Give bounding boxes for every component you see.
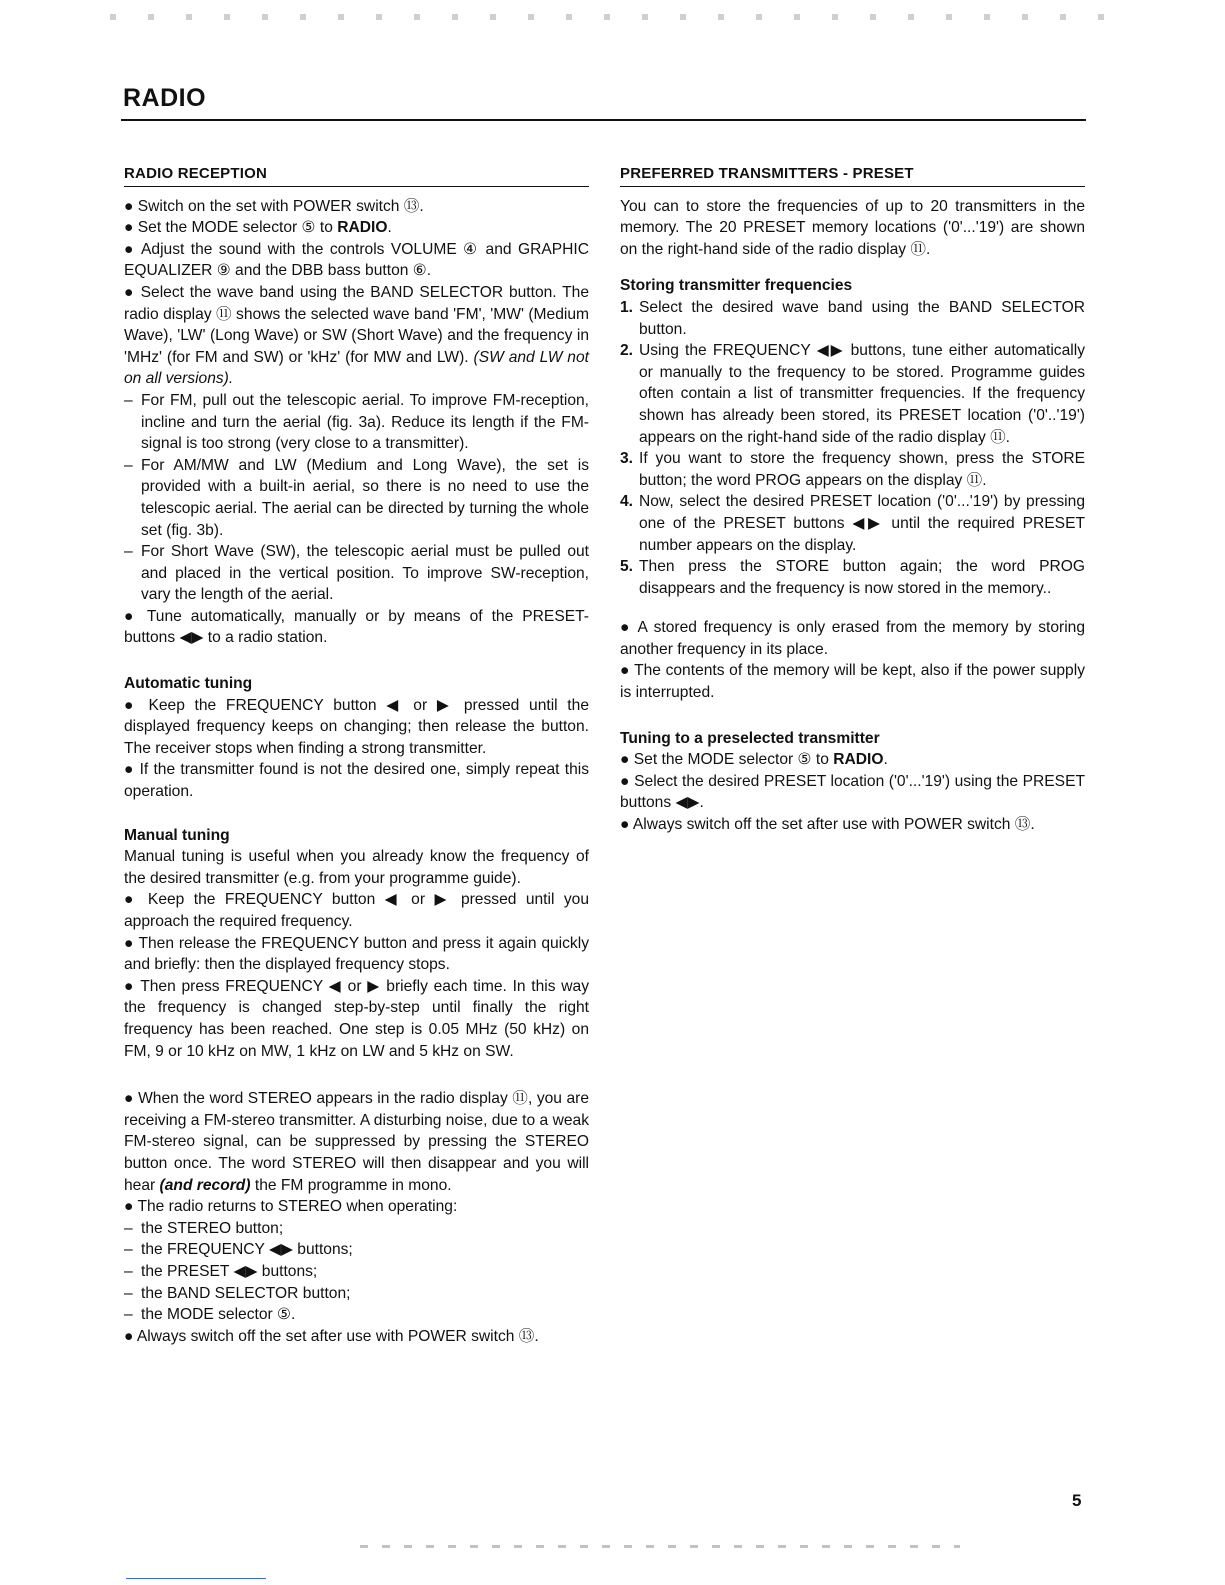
step-text: Now, select the desired PRESET location ('0'...'19') by pressing one of the PRESET buttons ◀▶ until the required PRESET number appears on the display.: [639, 493, 1085, 554]
dash-mark: –: [124, 391, 133, 409]
stereo-text-end: the FM programme in mono.: [250, 1176, 452, 1194]
title-rule: [121, 119, 1086, 121]
scan-noise-bottom: [360, 1545, 960, 1548]
dash-text: the STEREO button;: [141, 1219, 284, 1237]
bullet-sound: ● Adjust the sound with the controls VOLUME ④ and GRAPHIC EQUALIZER ⑨ and the DBB bass button ⑥.: [124, 240, 589, 280]
auto-bullet-1: ● Keep the FREQUENCY button ◀ or ▶ pressed until the displayed frequency keeps on changing; then release the button. The receiver stops when finding a strong transmitter.: [124, 696, 589, 757]
manual-bullet-3: ● Then press FREQUENCY ◀ or ▶ briefly each time. In this way the frequency is changed step-by-step until finally the right frequency has been reached. One step is 0.05 MHz (50 kHz) on FM, 9 or 10 kHz on MW, 1 kHz on LW and 5 kHz on SW.: [124, 977, 589, 1060]
dash-text: the PRESET ◀▶ buttons;: [141, 1262, 318, 1280]
step-number: 2.: [620, 342, 634, 360]
stereo-dash-5: [124, 1304, 589, 1326]
bullet-mode-end: .: [387, 219, 392, 237]
bullet-mode-text: ● Set the MODE selector ⑤ to: [124, 219, 338, 237]
preselected-bullet-1: [620, 749, 1085, 771]
bullet-waveband-note: (SW and LW not on all versions).: [124, 348, 589, 388]
step-text: If you want to store the frequency shown, press the STORE button; the word PROG appears on the display ⑪.: [639, 450, 1085, 489]
step-number: 4.: [620, 493, 634, 511]
preselected-end: .: [883, 751, 888, 769]
bullet-mode: [124, 217, 589, 239]
preselected-bold: RADIO: [833, 751, 884, 769]
manual-tuning-heading: Manual tuning: [124, 826, 230, 844]
preselected-text: ● Set the MODE selector ⑤ to: [620, 751, 834, 769]
dash-mark: –: [124, 1219, 133, 1237]
auto-bullet-2: ● If the transmitter found is not the desired one, simply repeat this operation.: [124, 761, 589, 801]
stereo-emphasis: (and record): [159, 1176, 251, 1194]
stereo-dash-3: [124, 1261, 589, 1283]
step-number: 5.: [620, 558, 634, 576]
dash-mark: –: [124, 1241, 133, 1259]
stereo-text: ● When the word STEREO appears in the radio display ⑪, you are receiving a FM-stereo transmitter. A disturbing noise, due to a weak FM-stereo signal, can be suppressed by pressing the STEREO button once. The word STEREO will then disappear and you will hear: [124, 1090, 589, 1194]
preset-intro: You can to store the frequencies of up to 20 transmitters in the memory. The 20 PRESET memory locations ('0'...'19') are shown on the right-hand side of the radio display ⑪.: [620, 197, 1085, 258]
stereo-bullet-3: ● Always switch off the set after use with POWER switch ⑬.: [124, 1327, 539, 1345]
dash-text: the FREQUENCY ◀▶ buttons;: [141, 1241, 353, 1259]
manual-intro: Manual tuning is useful when you already know the frequency of the desired transmitter (e.g. from your programme guide).: [124, 848, 589, 887]
storing-heading: Storing transmitter frequencies: [620, 277, 853, 295]
step-text: Using the FREQUENCY ◀▶ buttons, tune either automatically or manually to the frequency to be stored. Programme guides often contain a list of transmitter frequencies. If the frequency shown has already been stored, its PRESET location ('0'..'19') appears on the right-hand side of the radio display ⑪.: [639, 342, 1085, 446]
radio-reception-heading: RADIO RECEPTION: [124, 163, 589, 187]
left-column: [124, 163, 589, 1347]
dash-text: the MODE selector ⑤.: [141, 1306, 296, 1324]
step-2: [620, 340, 1085, 448]
right-column: [620, 163, 1085, 836]
step-text: Then press the STORE button again; the word PROG disappears and the frequency is now stored in the memory..: [639, 558, 1085, 597]
step-3: [620, 448, 1085, 491]
dash-text: For AM/MW and LW (Medium and Long Wave), the set is provided with a built-in aerial, so there is no need to use the telescopic aerial. The aerial can be directed by turning the whole set (fig. 3b).: [141, 456, 589, 539]
preselected-bullet-2: ● Select the desired PRESET location ('0'...'19') using the PRESET buttons ◀▶.: [620, 772, 1085, 812]
preselected-heading: Tuning to a preselected transmitter: [620, 729, 880, 747]
dash-text: For Short Wave (SW), the telescopic aerial must be pulled out and placed in the vertical position. To improve SW-reception, vary the length of the aerial.: [141, 543, 589, 604]
stereo-bullet-1: [124, 1088, 589, 1196]
step-4: [620, 491, 1085, 556]
dash-mark: –: [124, 1262, 133, 1280]
memory-bullet-1: ● A stored frequency is only erased from the memory by storing another frequency in its place.: [620, 619, 1085, 658]
step-text: Select the desired wave band using the BAND SELECTOR button.: [639, 298, 1085, 338]
dash-item-am: [124, 455, 589, 541]
bullet-mode-bold: RADIO: [337, 219, 388, 237]
page-number: 5: [1072, 1491, 1082, 1510]
dash-mark: –: [124, 1306, 133, 1324]
step-5: [620, 556, 1085, 599]
step-number: 1.: [620, 298, 634, 316]
dash-text: For FM, pull out the telescopic aerial. To improve FM-reception, incline and turn the aerial (fig. 3a). Reduce its length if the FM-signal is too strong (very close to a transmitter).: [141, 391, 589, 453]
automatic-tuning-heading: Automatic tuning: [124, 675, 253, 693]
bullet-tune: ● Tune automatically, manually or by means of the PRESET-buttons ◀▶ to a radio station.: [124, 607, 589, 647]
stereo-dash-2: [124, 1239, 589, 1261]
bullet-waveband-text: ● Select the wave band using the BAND SELECTOR button. The radio display ⑪ shows the selected wave band 'FM', 'MW' (Medium Wave), 'LW' (Long Wave) or SW (Short Wave) and the frequency in 'MHz' (for FM and SW) or 'kHz' (for MW and LW).: [124, 283, 589, 366]
dash-mark: –: [124, 543, 133, 561]
dash-item-fm: [124, 390, 589, 455]
manual-bullet-2: ● Then release the FREQUENCY button and press it again quickly and briefly: then the displayed frequency stops.: [124, 934, 589, 974]
stereo-dash-4: [124, 1283, 589, 1305]
dash-item-sw: [124, 541, 589, 606]
scan-noise-top: [110, 14, 1130, 20]
preset-heading: PREFERRED TRANSMITTERS - PRESET: [620, 163, 1085, 187]
bullet-power: ● Switch on the set with POWER switch ⑬.: [124, 197, 424, 215]
step-1: [620, 297, 1085, 340]
stereo-dash-1: [124, 1218, 589, 1240]
step-number: 3.: [620, 450, 634, 468]
dash-mark: –: [124, 456, 133, 474]
memory-bullet-2: ● The contents of the memory will be kept, also if the power supply is interrupted.: [620, 662, 1085, 702]
scan-blue-line: [126, 1578, 266, 1579]
dash-text: the BAND SELECTOR button;: [141, 1284, 351, 1302]
stereo-bullet-2: ● The radio returns to STEREO when operating:: [124, 1198, 458, 1216]
bullet-waveband: [124, 282, 589, 390]
preselected-bullet-3: ● Always switch off the set after use with POWER switch ⑬.: [620, 816, 1035, 834]
page-title: RADIO: [123, 84, 207, 112]
dash-mark: –: [124, 1284, 133, 1302]
manual-bullet-1: ● Keep the FREQUENCY button ◀ or ▶ pressed until you approach the required frequency.: [124, 891, 589, 930]
